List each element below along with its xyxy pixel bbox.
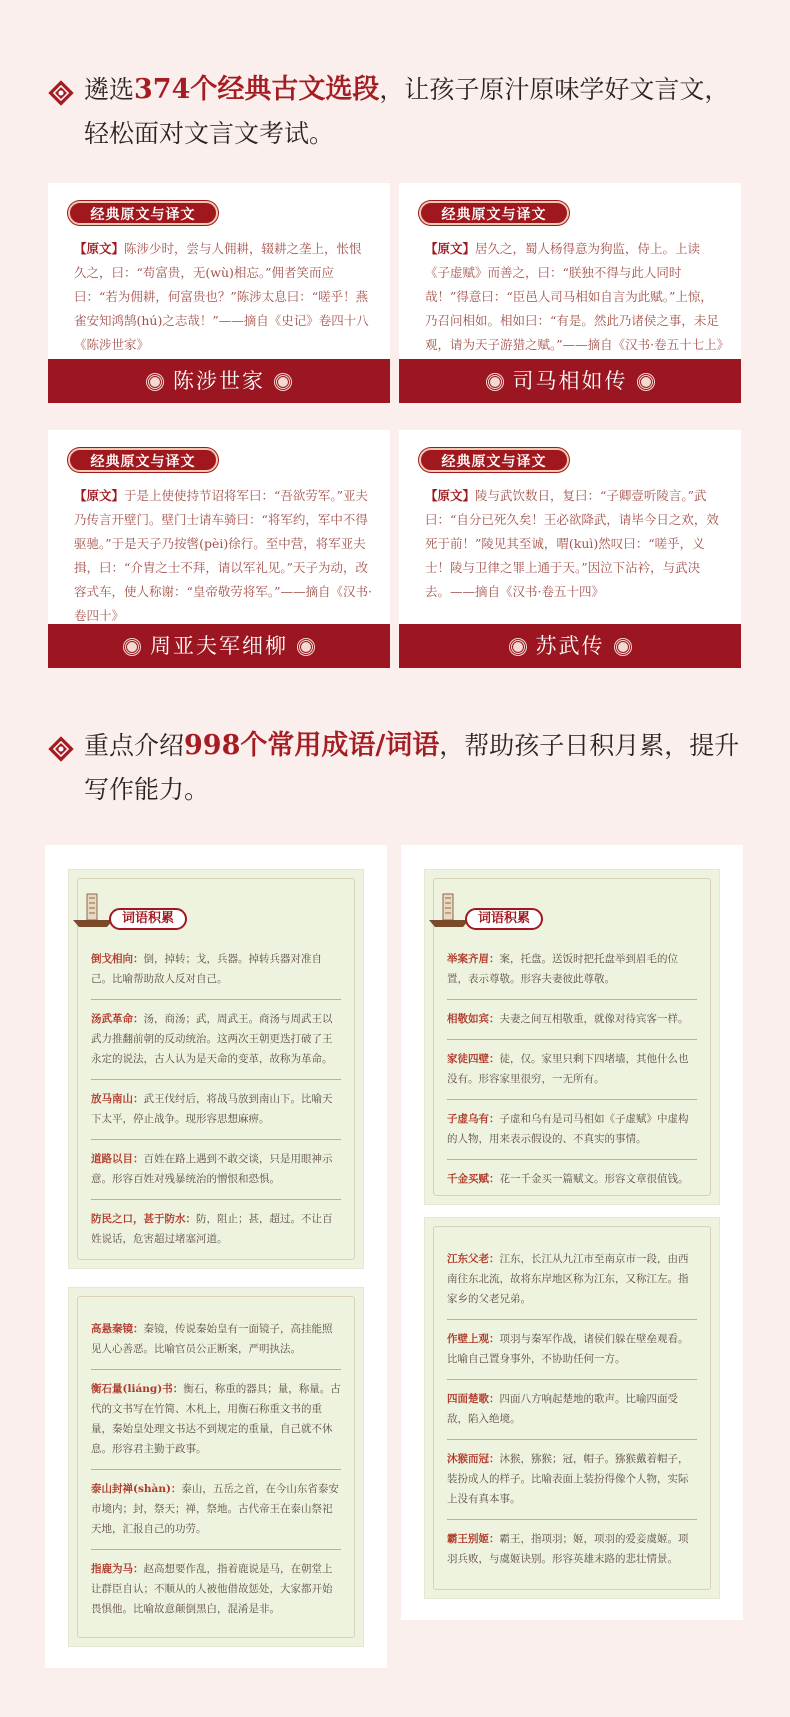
vocab-list [447, 940, 697, 1199]
diamond-flower-icon [48, 736, 74, 762]
vocab-box [424, 869, 720, 1205]
excerpt-title: 陈涉世家 [173, 369, 265, 393]
excerpt-card [399, 430, 741, 668]
vocab-box [424, 1217, 720, 1599]
vocab-badge: 词语积累 [109, 908, 187, 930]
intro-post: ，帮助孩子日积月累，提升写作能力。 [84, 731, 740, 804]
medallion-icon [298, 639, 314, 655]
vocab-entry: 放马南山：武王伐纣后，将战马放到南山下。比喻天下太平，停止战争。现形容思想麻痹。 [91, 1080, 341, 1140]
medallion-icon [638, 374, 654, 390]
vocab-entry: 霸王别姬：霸王，指项羽；姬，项羽的爱妾虞姬。项羽兵败，与虞姬诀别。形容英雄末路的悲壮情景。 [447, 1533, 689, 1565]
vocab-entry: 道路以目：百姓在路上遇到不敢交谈，只是用眼神示意。形容百姓对残暴统治的憎恨和恐惧。 [91, 1140, 341, 1200]
vocab-entry: 子虚乌有：子虚和乌有是司马相如《子虚赋》中虚构的人物，用来表示假设的、不真实的事情。 [447, 1100, 697, 1160]
excerpt-badge: 经典原文与译文 [419, 201, 569, 225]
vocab-entry: 防民之口，甚于防水：防，阻止；甚，超过。不让百姓说话，危害超过堵塞河道。 [91, 1213, 333, 1245]
excerpt-title-bar [399, 359, 741, 403]
intro-highlight: 998个常用成语/词语 [184, 730, 440, 761]
vocab-box [68, 869, 364, 1269]
excerpt-title: 苏武传 [535, 634, 605, 658]
vocab-badge: 词语积累 [465, 908, 543, 930]
vocab-entry: 汤武革命：汤，商汤；武，周武王。商汤与周武王以武力推翻前朝的反动统治。这两次王朝更迭打破了王永定的说法，古人认为是天命的变革，故称为革命。 [91, 1000, 341, 1080]
excerpt-card [48, 430, 390, 668]
vocab-entry: 相敬如宾：夫妻之间互相敬重，就像对待宾客一样。 [447, 1000, 697, 1040]
ship-icon [71, 890, 115, 930]
medallion-icon [124, 639, 140, 655]
vocab-box [68, 1287, 364, 1647]
medallion-icon [487, 374, 503, 390]
vocab-entry: 家徒四壁：徒，仅。家里只剩下四堵墙，其他什么也没有。形容家里很穷，一无所有。 [447, 1040, 697, 1100]
vocab-list [91, 940, 341, 1259]
intro-pre: 遴选 [84, 75, 135, 104]
intro-post: ，让孩子原汁原味学好文言文，轻松面对文言文考试。 [84, 75, 730, 148]
medallion-icon [510, 639, 526, 655]
ship-icon [427, 890, 471, 930]
vocab-panel-right [401, 845, 743, 1620]
vocab-entry: 高悬秦镜：秦镜，传说秦始皇有一面镜子，高挂能照见人心善恶。比喻官员公正断案，严明执法。 [91, 1310, 341, 1370]
excerpt-body: 【原文】陈涉少时，尝与人佣耕，辍耕之垄上，怅恨久之，曰：“苟富贵，无(wù)相忘。”佣者笑而应曰：“若为佣耕，何富贵也？”陈涉太息曰：“嗟乎！燕雀安知鸿鹄(hú)之志哉！”——摘自《史记》卷四十八《陈涉世家》 [74, 241, 369, 352]
excerpt-title: 司马相如传 [512, 369, 628, 393]
vocab-list [91, 1310, 341, 1629]
vocab-entry: 衡石量(liáng)书：衡石，称重的器具；量，称量。古代的文书写在竹简、木札上，用衡石称重文书的重量，秦始皇处理文书达不到规定的重量，自己就不休息。形容君主勤于政事。 [91, 1370, 341, 1470]
vocab-entry: 泰山封禅(shàn)：泰山，五岳之首，在今山东省泰安市境内；封，祭天；禅，祭地。古代帝王在泰山祭祀天地，汇报自己的功劳。 [91, 1470, 341, 1550]
intro-highlight: 374个经典古文选段 [134, 74, 380, 105]
intro-heading-2 [48, 724, 748, 812]
excerpt-title-bar [48, 624, 390, 668]
excerpt-badge: 经典原文与译文 [419, 448, 569, 472]
vocab-panel-left [45, 845, 387, 1668]
excerpt-title-bar [399, 624, 741, 668]
excerpt-badge: 经典原文与译文 [68, 448, 218, 472]
excerpt-body: 【原文】陵与武饮数日，复曰：“子卿壹听陵言。”武曰：“自分已死久矣！王必欲降武，请毕今日之欢，效死于前！”陵见其至诚，喟(kuì)然叹曰：“嗟乎，义士！陵与卫律之罪上通于天。”因泣下沾衿，与武决去。——摘自《汉书·卷五十四》 [425, 488, 719, 599]
vocab-entry: 作壁上观：项羽与秦军作战，诸侯们躲在壁垒观看。比喻自己置身事外，不协助任何一方。 [447, 1320, 697, 1380]
intro-pre: 重点介绍 [84, 731, 185, 760]
medallion-icon [275, 374, 291, 390]
vocab-list [447, 1240, 697, 1579]
intro-heading-1 [48, 68, 748, 156]
vocab-entry: 倒戈相向：倒，掉转；戈，兵器。掉转兵器对准自己。比喻帮助敌人反对自己。 [91, 940, 341, 1000]
excerpt-body: 【原文】于是上使使持节诏将军曰：“吾欲劳军。”亚夫乃传言开壁门。壁门士请车骑曰：“将军约，军中不得驱驰。”于是天子乃按辔(pèi)徐行。至中营，将军亚夫揖，曰：“介胄之士不拜，请以军礼见。”天子为动，改容式车，使人称谢：“皇帝敬劳将军。”——摘自《汉书·卷四十》 [74, 488, 373, 623]
medallion-icon [147, 374, 163, 390]
vocab-entry: 千金买赋：花一千金买一篇赋文。形容文章很值钱。 [447, 1173, 689, 1185]
vocab-entry: 指鹿为马：赵高想要作乱，指着鹿说是马，在朝堂上让群臣自认；不顺从的人被他借故惩处，大家都开始畏惧他。比喻故意颠倒黑白，混淆是非。 [91, 1563, 333, 1615]
diamond-flower-icon [48, 80, 74, 106]
excerpt-title-bar [48, 359, 390, 403]
excerpt-body: 【原文】居久之，蜀人杨得意为狗监，侍上。上读《子虚赋》而善之，曰：“朕独不得与此人同时哉！”得意曰：“臣邑人司马相如自言为此赋。”上惊，乃召问相如。相如曰：“有是。然此乃诸侯之事，未足观，请为天子游猎之赋。”——摘自《汉书·卷五十七上》 [425, 241, 730, 352]
vocab-entry: 沐猴而冠：沐猴，猕猴；冠，帽子。猕猴戴着帽子，装扮成人的样子。比喻表面上装扮得像个人物，实际上没有真本事。 [447, 1440, 697, 1520]
vocab-entry: 江东父老：江东，长江从九江市至南京市一段，由西南往东北流，故将东岸地区称为江东，又称江左。指家乡的父老兄弟。 [447, 1240, 697, 1320]
excerpt-card [399, 183, 741, 403]
excerpt-card [48, 183, 390, 403]
vocab-entry: 四面楚歌：四面八方响起楚地的歌声。比喻四面受敌，陷入绝境。 [447, 1380, 697, 1440]
excerpt-badge: 经典原文与译文 [68, 201, 218, 225]
vocab-entry: 举案齐眉：案，托盘。送饭时把托盘举到眉毛的位置，表示尊敬。形容夫妻彼此尊敬。 [447, 940, 697, 1000]
excerpt-title: 周亚夫军细柳 [150, 634, 288, 658]
medallion-icon [615, 639, 631, 655]
